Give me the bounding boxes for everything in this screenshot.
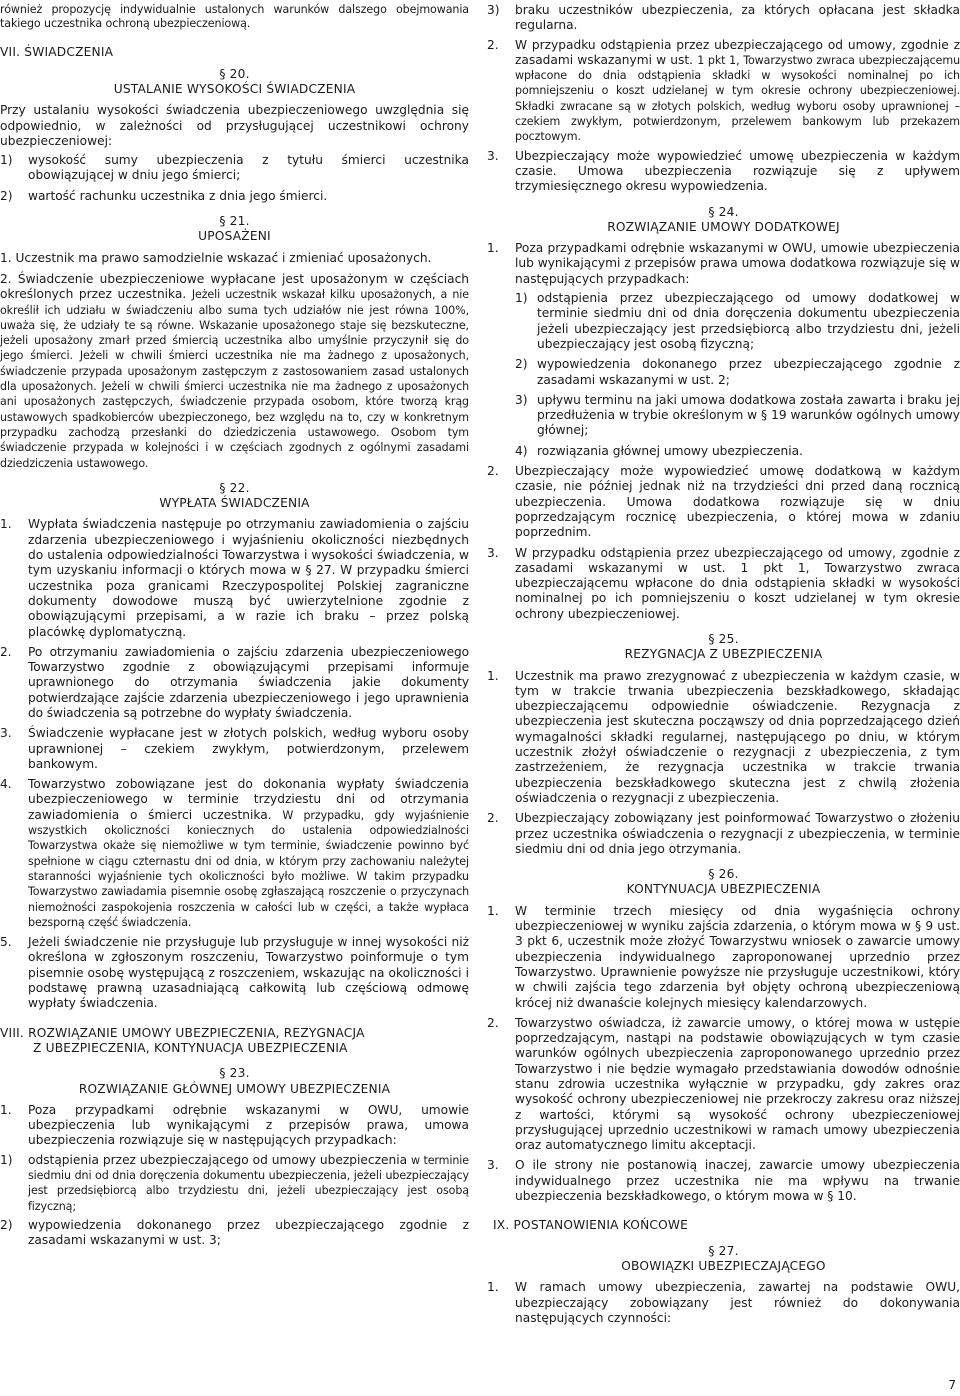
item-text: braku uczestników ubezpieczenia, za których opłacana jest składka regularna. bbox=[515, 3, 960, 33]
section-8-heading-line-2: Z UBEZPIECZENIA, KONTYNUACJA UBEZPIECZENIA bbox=[33, 1040, 348, 1055]
paragraph-23-item-2 bbox=[487, 38, 960, 145]
item-number: 1. bbox=[487, 668, 499, 683]
paragraph-25-item-1 bbox=[487, 669, 960, 807]
paragraph-23-number: § 23. bbox=[219, 1066, 250, 1081]
paragraph-24-item-1-sub-1 bbox=[487, 291, 960, 352]
item-text: Świadczenie ubezpieczeniowe wypłacane jest uposażonym w częściach określonych przez uczestnika. bbox=[0, 271, 469, 302]
item-number: 3. bbox=[487, 1158, 499, 1173]
paragraph-23-title: ROZWIĄZANIE GŁÓWNEJ UMOWY UBEZPIECZENIA bbox=[78, 1081, 391, 1096]
item-number: 3. bbox=[0, 726, 12, 741]
intro-text: również propozycję indywidualnie ustalonych warunków dalszego obejmowania takiego uczestnika ochroną ubezpieczeniową. bbox=[0, 3, 469, 31]
item-text: wypowiedzenia dokonanego przez ubezpieczającego zgodnie z zasadami wskazanymi w ust. 3; bbox=[28, 1217, 469, 1248]
paragraph-21-number: § 21. bbox=[219, 214, 250, 229]
item-text: Uczestnik ma prawo samodzielnie wskazać i zmieniać uposażonych. bbox=[15, 250, 432, 265]
item-text-cont: W przypadku, gdy wyjaśnienie wszystkich okoliczności koniecznych do ustalenia odpowiedzialności Towarzystwa okaże się niemożliwe w tym terminie, świadczenie powinno być spełnione w ciągu czternastu dni od dnia, w którym przy zachowaniu należytej staranności wyjaśnienie tych okoliczności było możliwe. bbox=[28, 808, 470, 883]
item-number: 1) bbox=[0, 153, 13, 168]
page-number: 7 bbox=[948, 1378, 956, 1392]
item-number: 1) bbox=[0, 1152, 13, 1167]
paragraph-27-title: OBOWIĄZKI UBEZPIECZAJĄCEGO bbox=[621, 1258, 826, 1273]
item-number: 2. bbox=[487, 37, 499, 52]
item-text: Jeżeli świadczenie nie przysługuje lub przysługuje w innej wysokości niż określona w zgłoszonym roszczeniu, Towarzystwo poinformuje o tym pisemnie osobę występującą z roszczeniem, wskazując na okoliczności i podstawę prawną uzasadniającą całkowitą lub częściową odmowę wypłaty świadczenia. bbox=[28, 935, 469, 1011]
paragraph-21-title: UPOSAŻENI bbox=[198, 229, 271, 244]
paragraph-27-number: § 27. bbox=[708, 1243, 739, 1258]
paragraph-24-item-1-sub-2 bbox=[487, 357, 960, 388]
paragraph-22-title: WYPŁATA ŚWIADCZENIA bbox=[159, 496, 310, 511]
paragraph-22-item-2 bbox=[0, 645, 469, 721]
paragraph-22-item-1 bbox=[0, 517, 469, 639]
item-number: 1. bbox=[487, 241, 499, 256]
item-number: 3. bbox=[487, 148, 499, 163]
item-number: 2) bbox=[515, 357, 528, 372]
paragraph-22-item-5 bbox=[0, 935, 469, 1011]
paragraph-24-item-1 bbox=[487, 241, 960, 287]
item-text-cont: W przypadku śmierci uczestnika poza granicami Rzeczypospolitej Polskiej zagraniczne dokumenty dowodowe muszą być uwierzytelnione zgodnie z obowiązującymi przepisami, a w razie ich braku – przez polską placówkę dyplomatyczną. bbox=[28, 563, 469, 639]
paragraph-21-item-1 bbox=[0, 251, 469, 266]
paragraph-22-item-3 bbox=[0, 726, 469, 772]
item-number: 5. bbox=[0, 935, 12, 950]
item-text: upływu terminu na jaki umowa dodatkowa została zawarta i braku jej przedłużenia w trybie określonym w § 19 warunków ogólnych umowy głównej; bbox=[537, 392, 960, 438]
paragraph-20-item-2 bbox=[0, 189, 469, 204]
paragraph-24-item-1-sub-4 bbox=[487, 444, 960, 459]
item-text: rozwiązania głównej umowy ubezpieczenia. bbox=[537, 443, 803, 458]
item-text: wypowiedzenia dokonanego przez ubezpieczającego zgodnie z zasadami wskazanymi w ust. 2; bbox=[537, 357, 960, 387]
item-number: 1. bbox=[0, 250, 12, 265]
item-text-cont: 1 pkt 1, Towarzystwo zwraca ubezpieczającemu wpłacone do dnia odstąpienia składki w wysokości nominalnej po ich pomniejszeniu o koszt udzielanej w tym okresie ochrony ubezpieczeniowej. Składki zwracane są w złotych polskich, według wyboru osoby uprawnionej – czekiem zwykłym, potwierdzonym, przelewem bankowym lub przekazem pocztowym. bbox=[515, 53, 960, 144]
item-text: Ubezpieczający może wypowiedzieć umowę ubezpieczenia w każdym czasie. bbox=[515, 148, 960, 178]
item-text: Ubezpieczający zobowiązany jest poinformować Towarzystwo o złożeniu przez uczestnika oświadczenia o rezygnacji z ubezpieczenia, w terminie siedmiu dni od dnia jego otrzymania. bbox=[515, 811, 960, 856]
paragraph-27-item-1 bbox=[487, 1280, 960, 1326]
item-text: W ramach umowy ubezpieczenia, zawartej na podstawie OWU, ubezpieczający zobowiązany jest również do dokonywania następujących czynności: bbox=[515, 1280, 960, 1325]
paragraph-26-item-1 bbox=[487, 904, 960, 1011]
paragraph-26-item-2 bbox=[487, 1016, 960, 1154]
item-text-cont: Umowa ubezpieczenia rozwiązuje się z upływem trzymiesięcznego okresu wypowiedzenia. bbox=[515, 163, 960, 194]
item-number: 2) bbox=[0, 1217, 13, 1232]
paragraph-24-number: § 24. bbox=[708, 204, 739, 219]
item-number: 1. bbox=[0, 1102, 12, 1117]
item-text: Uczestnik ma prawo zrezygnować z ubezpieczenia w każdym czasie, w tym w trakcie trwania ubezpieczenia bezskładkowego, składając ubezpieczającemu odpowiednie oświadczenie. Rezygnacja z ubezpieczenia jest skuteczna począwszy od dnia poprzedzającego dzień wymagalności składki regularnej, następującego po dniu, w którym uczestnik złożył oświadczenie o rezygnacji z ubezpieczenia, z tym zastrzeżeniem, że rezygnacja uczestnika w trakcie trwania ubezpieczenia bezskładkowego skuteczna jest z chwilą złożenia oświadczenia o rezygnacji z ubezpieczenia. bbox=[515, 668, 960, 805]
paragraph-25-number: § 25. bbox=[708, 631, 739, 646]
item-text: Poza przypadkami odrębnie wskazanymi w OWU, umowie ubezpieczenia lub wynikającymi z przepisów prawa umowa dodatkowa rozwiązuje się w następujących przypadkach: bbox=[515, 241, 960, 286]
paragraph-20-number: § 20. bbox=[219, 66, 250, 81]
section-8-heading-line-1: VIII. ROZWIĄZANIE UMOWY UBEZPIECZENIA, REZYGNACJA bbox=[0, 1025, 365, 1040]
paragraph-26-item-3 bbox=[487, 1158, 960, 1204]
paragraph-21-item-2 bbox=[0, 272, 469, 471]
item-number: 2. bbox=[0, 644, 12, 659]
paragraph-23-item-1 bbox=[0, 1103, 469, 1149]
item-text: W przypadku odstąpienia przez ubezpieczającego od umowy, zgodnie z zasadami wskazanymi w ust. bbox=[515, 37, 960, 67]
paragraph-20-text: Przy ustalaniu wysokości świadczenia ubezpieczeniowego uwzględnia się odpowiednio, w zależności od przysługującej uczestnikowi ochrony ubezpieczeniowej: bbox=[0, 103, 469, 148]
paragraph-23-item-1-sub-2 bbox=[0, 1218, 469, 1249]
paragraph-25-title: REZYGNACJA Z UBEZPIECZENIA bbox=[624, 647, 823, 662]
item-number: 2. bbox=[487, 464, 499, 479]
item-number: 1. bbox=[487, 903, 499, 918]
item-number: 2. bbox=[487, 811, 499, 826]
item-text: W przypadku odstąpienia przez ubezpieczającego od umowy, zgodnie z zasadami wskazanymi w ust. 1 pkt 1, Towarzystwo zwraca ubezpieczającemu wpłacone do dnia odstąpienia składki w wysokości nominalnej po ich pomniejszeniu o koszt udzielanej w tym okresie ochrony ubezpieczeniowej. bbox=[515, 545, 960, 621]
item-text: wartość rachunku uczestnika z dnia jego śmierci. bbox=[28, 188, 328, 203]
item-text: Ubezpieczający może wypowiedzieć umowę dodatkową w każdym czasie, nie później jednak niż na trzydzieści dni przed daną rocznicą ubezpieczenia. Umowa dodatkowa rozwiązuje się w dniu poprzedzającym rocznicę ubezpieczenia, o której mowa w zdaniu poprzednim. bbox=[515, 464, 960, 540]
paragraph-20-title: USTALANIE WYSOKOŚCI ŚWIADCZENIA bbox=[113, 82, 356, 96]
item-text: wysokość sumy ubezpieczenia z tytułu śmierci uczestnika obowiązującej w dniu jego śmierci; bbox=[28, 153, 469, 183]
item-text: Towarzystwo zobowiązane jest do dokonania wypłaty świadczenia ubezpieczeniowego w terminie trzydziestu dni od otrzymania zawiadomienia o śmierci uczestnika. bbox=[28, 777, 469, 822]
paragraph-25-item-2 bbox=[487, 811, 960, 857]
item-text-cont: w terminie siedmiu dni od dnia doręczenia dokumentu ubezpieczenia, jeżeli ubezpieczający jest przedsiębiorcą albo trzydziestu dni, jeżeli ubezpieczający jest osobą fizyczną; bbox=[28, 1153, 470, 1213]
paragraph-23-item-1-sub-3 bbox=[487, 3, 960, 34]
item-text-cont: Jeżeli uczestnik wskazał kilku uposażonych, a nie określił ich udziału w świadczeniu albo suma tych udziałów nie jest równa 100%, uważa się, że udziały te są równe. Wskazanie uposażonego staje się bezskuteczne, jeżeli uposażony zmarł przed śmiercią uczestnika albo umyślnie przyczynił się do jego śmierci. Jeżeli w chwili śmierci uczestnika nie ma żadnego z uposażonych, świadczenie przypada uposażonym zastępczym z zastosowaniem zasad ustalonych dla uposażonych. Jeżeli w chwili śmierci uczestnika nie ma żadnego z uposażonych ani uposażonych zastępczych, świadczenie przypada osobom, które tworzą krąg ustawowych spadkobierców ubezpieczonego, bez względu na to, czy w konkretnym przypadku zachodzą przesłanki do dziedziczenia ustawowego. Osobom tym świadczenie przypada w kolejności i w częściach zgodnych z ogólnymi zasadami dziedziczenia ustawowego. bbox=[0, 288, 470, 470]
section-9-heading: IX. POSTANOWIENIA KOŃCOWE bbox=[493, 1218, 689, 1233]
section-7-heading: VII. ŚWIADCZENIA bbox=[0, 45, 114, 60]
item-number: 3. bbox=[487, 545, 499, 560]
item-text: Świadczenie wypłacane jest w złotych polskich, według wyboru osoby uprawnionej – czekiem zwykłym, potwierdzonym, przelewem bankowym. bbox=[28, 726, 469, 771]
item-text: Towarzystwo oświadcza, iż zawarcie umowy, o której mowa w ustępie poprzedzającym, nastąpi na podstawie obowiązujących w tym czasie warunków ogólnych ubezpieczenia zaproponowanego uprzednio przez Towarzystwo i nie będzie wymagało przedstawiania dowodów odnośnie stanu zdrowia uczestnika wyłącznie w przypadku, gdy zakres oraz wysokość ochrony ubezpieczeniowej nie przekroczy zakresu oraz niższej z wartości, którymi są wysokość ochrony ubezpieczeniowej przysługującej uprzednio uczestnikowi w ramach umowy ubezpieczenia oraz automatycznego limitu akceptacji. bbox=[515, 1015, 960, 1153]
item-number: 3) bbox=[515, 392, 528, 407]
item-number: 2. bbox=[487, 1015, 499, 1030]
item-number: 1. bbox=[487, 1280, 499, 1295]
item-number: 1. bbox=[0, 517, 12, 532]
paragraph-24-item-3 bbox=[487, 546, 960, 622]
item-text-cont-2: W takim przypadku Towarzystwo zawiadamia pisemnie osobę zgłaszającą roszczenie o przyczynach niemożności zaspokojenia roszczenia w całości lub w części, a także wypłaca bezsporną część świadczenia. bbox=[28, 869, 469, 929]
item-text: odstąpienia przez ubezpieczającego od umowy dodatkowej w terminie siedmiu dni od dnia doręczenia dokumentu ubezpieczenia jeżeli ubezpieczający jest przedsiębiorcą albo trzydziestu dni, jeżeli ubezpieczający jest osobą fizyczną; bbox=[537, 291, 960, 351]
paragraph-24-title: ROZWIĄZANIE UMOWY DODATKOWEJ bbox=[607, 219, 840, 234]
item-text: O ile strony nie postanowią inaczej, zawarcie umowy ubezpieczenia indywidualnego przez uczestnika nie ma wpływu na trwanie ubezpieczenia bezskładkowego, o którym mowa w § 10. bbox=[515, 1158, 960, 1204]
item-text: Po otrzymaniu zawiadomienia o zajściu zdarzenia ubezpieczeniowego Towarzystwo zgodnie z obowiązującymi przepisami informuje uprawnionego do otrzymania świadczenia jakie dokumenty potwierdzające zajście zdarzenia ubezpieczeniowego i jego uprawnienia do świadczenia są potrzebne do wypłaty świadczenia. bbox=[28, 644, 469, 720]
item-text: W terminie trzech miesięcy od dnia wygaśnięcia ochrony ubezpieczeniowej w wyniku zajścia zdarzenia, o którym mowa w § 9 ust. 3 pkt 6, uczestnik może złożyć Towarzystwu wniosek o zawarcie umowy ubezpieczenia indywidualnego zaproponowanej uprzednio przez Towarzystwo. Uprawnienie powyższe nie przysługuje uczestnikowi, który w chwili zajścia tego zdarzenia był objęty ochroną ubezpieczeniową krócej niż dwanaście kolejnych miesięcy kalendarzowych. bbox=[515, 903, 960, 1010]
item-text: Poza przypadkami odrębnie wskazanymi w OWU, umowie ubezpieczenia lub wynikającymi z przepisów prawa, umowa ubezpieczenia rozwiązuje się w następujących przypadkach: bbox=[28, 1102, 469, 1148]
left-column bbox=[0, 0, 469, 1248]
item-number: 1) bbox=[515, 291, 528, 306]
item-text: odstąpienia przez ubezpieczającego od umowy ubezpieczenia bbox=[28, 1152, 408, 1167]
item-number: 3) bbox=[487, 3, 500, 17]
right-column bbox=[487, 0, 960, 1326]
paragraph-26-title: KONTYNUACJA UBEZPIECZENIA bbox=[626, 882, 821, 897]
item-number: 4) bbox=[515, 443, 528, 458]
item-text: Wypłata świadczenia następuje po otrzymaniu zawiadomienia o zajściu zdarzenia ubezpieczeniowego i wyjaśnieniu okoliczności niezbędnych do ustalenia odpowiedzialności Towarzystwa i wysokości świadczenia, w tym uzyskaniu informacji o których mowa w § 27. bbox=[28, 517, 469, 578]
item-number: 2. bbox=[0, 271, 12, 286]
paragraph-24-item-2 bbox=[487, 464, 960, 540]
paragraph-24-item-1-sub-3 bbox=[487, 393, 960, 439]
paragraph-22-item-4 bbox=[0, 777, 469, 930]
paragraph-26-number: § 26. bbox=[708, 867, 739, 882]
paragraph-23-item-3 bbox=[487, 149, 960, 195]
item-number: 4. bbox=[0, 777, 12, 792]
paragraph-22-number: § 22. bbox=[219, 480, 250, 495]
item-number: 2) bbox=[0, 188, 13, 203]
paragraph-23-item-1-sub-1 bbox=[0, 1153, 469, 1214]
paragraph-20-item-1 bbox=[0, 153, 469, 184]
